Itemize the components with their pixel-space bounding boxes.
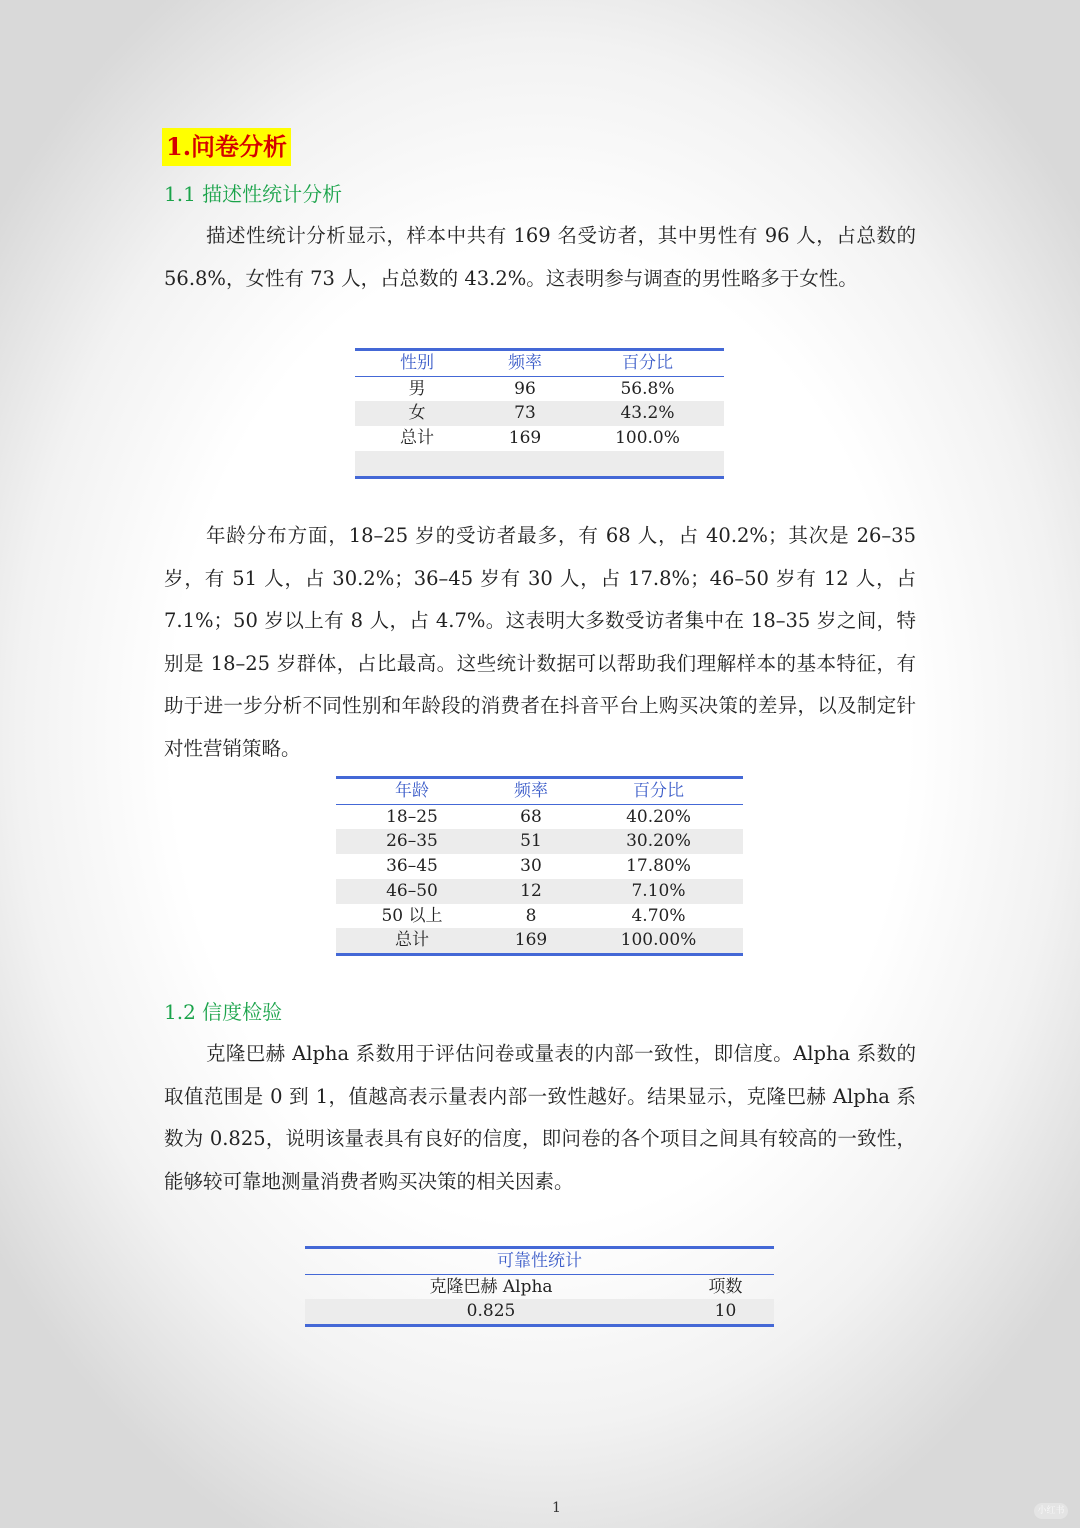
table-cell: 12: [488, 879, 574, 904]
watermark-logo: 小红书: [1034, 1503, 1068, 1519]
table-cell: [571, 451, 724, 477]
reliability-table: [305, 1246, 774, 1327]
table-row: [336, 904, 743, 929]
table-cell: 100.0%: [615, 428, 680, 449]
table-cell: 100.00%: [574, 928, 743, 954]
column-header: 频率: [479, 350, 571, 377]
table-row: [336, 829, 743, 854]
table-cell: 17.80%: [626, 856, 691, 877]
table-cell: [355, 451, 479, 477]
table-header-row: [355, 350, 724, 377]
table-cell: 男: [408, 378, 426, 399]
page-number: 1: [552, 1500, 561, 1516]
table-caption-row: [305, 1248, 774, 1275]
column-header: 项数: [708, 1276, 743, 1297]
table-row-empty: [355, 451, 724, 477]
table-cell: 总计: [400, 428, 434, 449]
table-cell: 女: [355, 401, 479, 426]
table-cell: 169: [488, 928, 574, 954]
table-cell: 总计: [336, 928, 488, 954]
column-header: 性别: [355, 350, 479, 377]
table-row: [355, 426, 724, 451]
table-cell: 51: [488, 829, 574, 854]
table-cell: 169: [508, 428, 542, 449]
table-cell: 26–35: [336, 829, 488, 854]
table-cell: 30.20%: [574, 829, 743, 854]
table-cell: 0.825: [305, 1299, 677, 1325]
table-cell: 50 以上: [381, 905, 443, 926]
table-cell: 10: [677, 1299, 774, 1325]
column-header: 克隆巴赫 Alpha: [429, 1276, 553, 1297]
table-cell: 46–50: [336, 879, 488, 904]
heading-questionnaire-analysis: 1.问卷分析: [162, 128, 291, 166]
table-row: [305, 1299, 774, 1325]
column-header: 百分比: [571, 350, 724, 377]
table-row: [336, 928, 743, 954]
table-cell: [479, 451, 571, 477]
column-header: 频率: [488, 778, 574, 805]
table-cell: 43.2%: [571, 401, 724, 426]
table-header-row: [336, 778, 743, 805]
table-cell: 40.20%: [626, 806, 691, 827]
heading-reliability-test: 1.2 信度检验: [164, 1000, 283, 1024]
table-cell: 36–45: [386, 856, 438, 877]
paragraph-reliability: 克隆巴赫 Alpha 系数用于评估问卷或量表的内部一致性，即信度。Alpha 系数的取值范围是 0 到 1，值越高表示量表内部一致性越好。结果显示，克隆巴赫 Alpha 系数为 0.825，说明该量表具有良好的信度，即问卷的各个项目之间具有较高的一致性，能够较可靠地测量消费者购买决策的相关因素。: [164, 1042, 916, 1193]
age-table: [336, 776, 743, 956]
gender-table: [355, 348, 724, 479]
heading-descriptive-statistics: 1.1 描述性统计分析: [164, 182, 343, 206]
table-row: [336, 804, 743, 829]
paragraph-gender-summary: 描述性统计分析显示，样本中共有 169 名受访者，其中男性有 96 人，占总数的 56.8%，女性有 73 人，占总数的 43.2%。这表明参与调查的男性略多于女性。: [164, 224, 916, 290]
table-row: [355, 401, 724, 426]
table-cell: 56.8%: [620, 378, 675, 399]
column-header: 年龄: [336, 778, 488, 805]
table-cell: 7.10%: [574, 879, 743, 904]
table-caption: 可靠性统计: [305, 1248, 774, 1275]
table-cell: 18–25: [386, 806, 438, 827]
table-cell: 96: [514, 378, 536, 399]
table-row: [336, 879, 743, 904]
table-cell: 30: [520, 856, 542, 877]
column-header: 百分比: [574, 778, 743, 805]
paragraph-age-distribution: 年龄分布方面，18–25 岁的受访者最多，有 68 人，占 40.2%；其次是 26–35 岁，有 51 人，占 30.2%；36–45 岁有 30 人，占 17.8%；46–50 岁有 12 人，占 7.1%；50 岁以上有 8 人，占 4.7%。这表明大多数受访者集中在 18–35 岁之间，特别是 18–25 岁群体，占比最高。这些统计数据可以帮助我们理解样本的基本特征，有助于进一步分析不同性别和年龄段的消费者在抖音平台上购买决策的差异，以及制定针对性营销策略。: [164, 524, 916, 760]
table-cell: 8: [525, 905, 537, 926]
table-cell: 73: [479, 401, 571, 426]
table-header-row: [305, 1274, 774, 1299]
table-cell: 4.70%: [631, 905, 686, 926]
table-row: [336, 854, 743, 879]
table-cell: 68: [520, 806, 542, 827]
table-row: [355, 376, 724, 401]
